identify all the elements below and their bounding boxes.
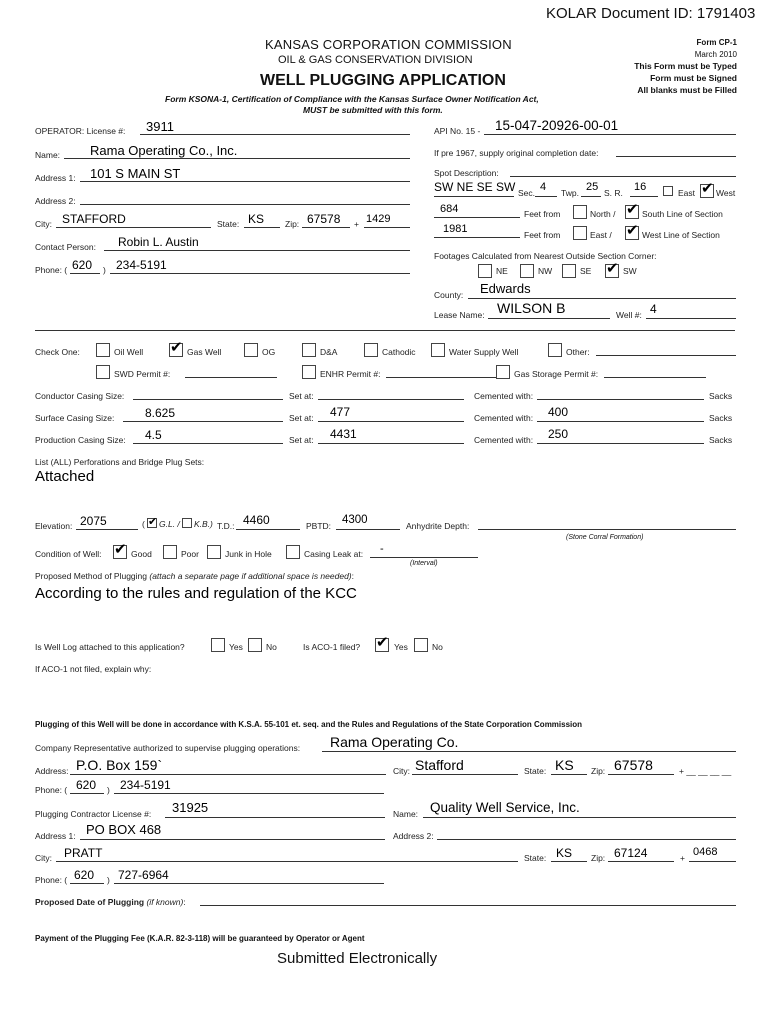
contractor-address1-value[interactable]: PO BOX 468 — [86, 822, 162, 837]
condition-label: Condition of Well: — [35, 549, 102, 559]
swd-checkbox[interactable] — [96, 365, 110, 379]
gas-well-label: Gas Well — [187, 347, 222, 357]
rep-city-label: City: — [393, 766, 410, 776]
conductor-casing-label: Conductor Casing Size: — [35, 391, 125, 401]
api-value[interactable]: 15-047-20926-00-01 — [495, 118, 619, 133]
operator-state-value[interactable]: KS — [248, 212, 265, 226]
perforations-value[interactable]: Attached — [35, 468, 95, 485]
contractor-name-value[interactable]: Quality Well Service, Inc. — [430, 800, 580, 815]
plugging-method-label — [35, 571, 354, 581]
contractor-phone-value[interactable]: 727-6964 — [118, 868, 169, 882]
contractor-zip-value[interactable]: 67124 — [614, 846, 648, 860]
surface-casing-value[interactable]: 8.625 — [145, 406, 176, 420]
commission-name: KANSAS CORPORATION COMMISSION — [265, 37, 512, 52]
proposed-date-note: (if known) — [146, 897, 184, 907]
form-note-filled: All blanks must be Filled — [637, 85, 737, 95]
document-id: KOLAR Document ID: 1791403 — [546, 5, 756, 22]
api-label: API No. 15 - — [434, 126, 481, 136]
well-log-no-label: No — [266, 642, 277, 652]
production-sacks-label: Sacks — [709, 435, 733, 445]
south-label: South Line of Section — [642, 209, 723, 219]
surface-cemented-label: Cemented with: — [474, 413, 534, 423]
conductor-sacks-label: Sacks — [709, 391, 733, 401]
contact-person-label: Contact Person: — [35, 242, 96, 252]
water-supply-label: Water Supply Well — [449, 347, 519, 357]
interval-note: (Interval) — [410, 560, 438, 567]
well-log-yes-checkbox[interactable] — [211, 638, 225, 652]
twp-label: Twp. — [561, 188, 579, 198]
surface-casing-label: Surface Casing Size: — [35, 413, 115, 423]
gas-storage-label: Gas Storage Permit #: — [514, 369, 599, 379]
range-value[interactable]: 16 — [634, 181, 647, 193]
contractor-state-value[interactable]: KS — [556, 846, 573, 860]
corner-ne-label: NE — [496, 266, 508, 276]
operator-phone-value[interactable]: 234-5191 — [116, 258, 167, 272]
footage-ew-value[interactable]: 1981 — [443, 223, 468, 235]
rep-city-value[interactable]: Stafford — [415, 757, 464, 773]
spot-description-value[interactable]: SW NE SE SW — [434, 180, 516, 194]
corner-se-label: SE — [580, 266, 592, 276]
aco1-no-checkbox[interactable] — [414, 638, 428, 652]
rep-phone-label: Phone: ( — [35, 785, 68, 795]
rep-phone-area[interactable]: 620 — [76, 778, 97, 792]
da-checkbox[interactable] — [302, 343, 316, 357]
contractor-address2-label: Address 2: — [393, 831, 434, 841]
stone-corral-note: (Stone Corral Formation) — [566, 534, 644, 541]
rep-address-label: Address: — [35, 766, 69, 776]
contractor-zip4-value[interactable]: 0468 — [693, 846, 718, 858]
operator-phone-label: Phone: ( — [35, 265, 68, 275]
kb-checkbox[interactable] — [182, 518, 192, 528]
contractor-license-value[interactable]: 31925 — [172, 800, 209, 815]
plugging-method-label-text: Proposed Method of Plugging — [35, 571, 147, 581]
condition-good-checkbox[interactable]: ✔ — [114, 541, 127, 558]
operator-zip-value[interactable]: 67578 — [307, 212, 341, 226]
surface-set-at-value[interactable]: 477 — [330, 405, 351, 419]
operator-city-label: City: — [35, 219, 52, 229]
operator-zip-sep: + — [354, 219, 359, 229]
contractor-state-label: State: — [524, 853, 547, 863]
oil-well-checkbox[interactable] — [96, 343, 110, 357]
operator-name-label: Name: — [35, 150, 61, 160]
contractor-phone-label: Phone: ( — [35, 875, 68, 885]
sec-label: Sec. — [518, 188, 536, 198]
contractor-address1-label: Address 1: — [35, 831, 76, 841]
operator-address2-label: Address 2: — [35, 196, 76, 206]
og-label: OG — [262, 347, 276, 357]
other-label: Other: — [566, 347, 590, 357]
pre1967-label: If pre 1967, supply original completion date: — [434, 148, 599, 158]
rep-phone-close: ) — [107, 785, 110, 795]
oil-well-label: Oil Well — [114, 347, 144, 357]
twp-value[interactable]: 25 — [586, 181, 599, 193]
form-title: WELL PLUGGING APPLICATION — [260, 72, 506, 89]
surface-cemented-value[interactable]: 400 — [548, 405, 569, 419]
east2-label: East / — [590, 230, 612, 240]
operator-license-label: OPERATOR: License #: — [35, 126, 126, 136]
contact-person-value[interactable]: Robin L. Austin — [118, 235, 199, 249]
form-subtitle-2: MUST be submitted with this form. — [303, 105, 443, 115]
operator-zip-label: Zip: — [285, 219, 300, 229]
plugging-method-value[interactable]: According to the rules and regulation of the KCC — [35, 585, 357, 602]
well-log-yes-label: Yes — [229, 642, 243, 652]
contractor-phone-close: ) — [107, 875, 110, 885]
operator-name-value[interactable]: Rama Operating Co., Inc. — [90, 143, 238, 158]
condition-good-label: Good — [131, 549, 152, 559]
casing-leak-checkbox[interactable] — [286, 545, 300, 559]
corner-nw-checkbox[interactable] — [520, 264, 534, 278]
proposed-date-colon: : — [183, 897, 186, 907]
rep-phone-value[interactable]: 234-5191 — [120, 778, 171, 792]
operator-city-value[interactable]: STAFFORD — [62, 212, 126, 226]
west-checkbox[interactable]: ✔ — [701, 180, 714, 197]
operator-state-label: State: — [217, 219, 240, 229]
form-note-signed: Form must be Signed — [650, 73, 737, 83]
rep-state-label: State: — [524, 766, 547, 776]
rep-zip-label: Zip: — [591, 766, 606, 776]
operator-address1-value[interactable]: 101 S MAIN ST — [90, 166, 181, 181]
operator-phone-area[interactable]: 620 — [72, 258, 93, 272]
footage-ns-value[interactable]: 684 — [440, 203, 459, 215]
aco1-yes-label: Yes — [394, 642, 408, 652]
plugging-method-note: (attach a separate page if additional space is needed) — [149, 571, 352, 581]
east-checkbox[interactable] — [663, 186, 673, 196]
contractor-phone-area[interactable]: 620 — [74, 868, 95, 882]
production-set-at-label: Set at: — [289, 435, 314, 445]
form-date: March 2010 — [694, 50, 737, 59]
contractor-name-label: Name: — [393, 809, 419, 819]
anhydrite-label: Anhydrite Depth: — [406, 521, 470, 531]
production-cemented-value[interactable]: 250 — [548, 427, 569, 441]
elevation-label: Elevation: — [35, 521, 73, 531]
contractor-zip-label: Zip: — [591, 853, 606, 863]
aco1-yes-checkbox[interactable]: ✔ — [376, 634, 389, 651]
td-label: T.D.: — [217, 521, 235, 531]
production-cemented-label: Cemented with: — [474, 435, 534, 445]
swd-label: SWD Permit #: — [114, 369, 171, 379]
plugging-fee-statement: Payment of the Plugging Fee (K.A.R. 82-3-118) will be guaranteed by Operator or Agent — [35, 934, 365, 943]
junk-in-hole-label: Junk in Hole — [225, 549, 272, 559]
rep-zip-value[interactable]: 67578 — [614, 757, 653, 773]
elevation-paren: ( — [142, 519, 145, 529]
proposed-date-label-text: Proposed Date of Plugging — [35, 897, 145, 907]
proposed-date-label — [35, 897, 186, 907]
east-label: East — [678, 188, 696, 198]
og-checkbox[interactable] — [244, 343, 258, 357]
sec-value[interactable]: 4 — [540, 181, 547, 193]
water-supply-checkbox[interactable] — [431, 343, 445, 357]
contractor-city-value[interactable]: PRATT — [64, 846, 103, 860]
conductor-set-at-label: Set at: — [289, 391, 314, 401]
west2-label: West Line of Section — [642, 230, 720, 240]
kb-label: K.B.) — [194, 519, 213, 529]
east2-checkbox[interactable] — [573, 226, 587, 240]
well-log-no-checkbox[interactable] — [248, 638, 262, 652]
corner-se-checkbox[interactable] — [562, 264, 576, 278]
gl-checkbox[interactable]: ✔ — [148, 516, 158, 528]
elevation-value[interactable]: 2075 — [80, 514, 107, 528]
contractor-city-label: City: — [35, 853, 52, 863]
gas-storage-checkbox[interactable] — [496, 365, 510, 379]
west2-checkbox[interactable]: ✔ — [626, 222, 639, 239]
company-rep-value[interactable]: Rama Operating Co. — [330, 734, 459, 750]
corner-sw-label: SW — [623, 266, 637, 276]
corner-sw-checkbox[interactable]: ✔ — [606, 260, 619, 277]
west-label: West — [716, 188, 736, 198]
condition-poor-checkbox[interactable] — [163, 545, 177, 559]
form-number: Form CP-1 — [696, 38, 737, 47]
section-divider-1 — [35, 330, 735, 331]
production-set-at-value[interactable]: 4431 — [330, 427, 357, 441]
contractor-license-label: Plugging Contractor License #: — [35, 809, 152, 819]
junk-in-hole-checkbox[interactable] — [207, 545, 221, 559]
aco1-label: Is ACO-1 filed? — [303, 642, 361, 652]
well-number-value[interactable]: 4 — [650, 302, 657, 316]
rep-zip-plus: + __ __ __ __ — [679, 766, 732, 776]
pbtd-label: PBTD: — [306, 521, 332, 531]
conductor-cemented-label: Cemented with: — [474, 391, 534, 401]
well-log-label: Is Well Log attached to this application? — [35, 642, 185, 652]
check-one-label: Check One: — [35, 347, 80, 357]
casing-leak-label: Casing Leak at: — [304, 549, 364, 559]
corner-ne-checkbox[interactable] — [478, 264, 492, 278]
spot-description-label: Spot Description: — [434, 168, 499, 178]
lease-name-value[interactable]: WILSON B — [497, 300, 566, 316]
plugging-method-colon: : — [351, 571, 354, 581]
company-rep-label: Company Representative authorized to supervise plugging operations: — [35, 743, 301, 753]
enhr-checkbox[interactable] — [302, 365, 316, 379]
contractor-zip-plus: + — [680, 853, 685, 863]
surface-set-at-label: Set at: — [289, 413, 314, 423]
rep-address-value[interactable]: P.O. Box 159` — [76, 757, 163, 773]
gl-label: G.L. / — [159, 519, 180, 529]
well-number-label: Well #: — [616, 310, 642, 320]
operator-license-value[interactable]: 3911 — [146, 119, 174, 134]
casing-leak-value[interactable]: - — [380, 543, 384, 555]
plugging-statement: Plugging of this Well will be done in accordance with K.S.A. 55-101 et. seq. and the Rules and Regulations of the State Corporation Commission — [35, 720, 583, 729]
da-label: D&A — [320, 347, 338, 357]
county-label: County: — [434, 290, 464, 300]
operator-phone-close: ) — [103, 265, 106, 275]
cathodic-checkbox[interactable] — [364, 343, 378, 357]
north-label: North / — [590, 209, 616, 219]
form-subtitle-1: Form KSONA-1, Certification of Compliance with the Kansas Surface Owner Notification Act, — [165, 94, 539, 104]
division-name: OIL & GAS CONSERVATION DIVISION — [278, 54, 473, 66]
lease-name-label: Lease Name: — [434, 310, 485, 320]
north-checkbox[interactable] — [573, 205, 587, 219]
footages-label: Footages Calculated from Nearest Outside Section Corner: — [434, 251, 657, 261]
pbtd-value[interactable]: 4300 — [342, 514, 368, 526]
gas-well-checkbox[interactable]: ✔ — [170, 339, 183, 356]
other-checkbox[interactable] — [548, 343, 562, 357]
aco1-explain-label: If ACO-1 not filed, explain why: — [35, 664, 152, 674]
enhr-label: ENHR Permit #: — [320, 369, 381, 379]
corner-nw-label: NW — [538, 266, 553, 276]
south-checkbox[interactable]: ✔ — [626, 201, 639, 218]
submitted-electronically: Submitted Electronically — [277, 950, 438, 967]
production-casing-value[interactable]: 4.5 — [145, 428, 162, 442]
perforations-label: List (ALL) Perforations and Bridge Plug Sets: — [35, 457, 205, 467]
footage-ew-feet-from: Feet from — [524, 230, 561, 240]
range-label: S. R. — [604, 188, 623, 198]
condition-poor-label: Poor — [181, 549, 199, 559]
rep-state-value[interactable]: KS — [555, 757, 574, 773]
td-value[interactable]: 4460 — [243, 513, 270, 527]
form-note-typed: This Form must be Typed — [634, 61, 737, 71]
operator-zip4-value[interactable]: 1429 — [366, 213, 391, 225]
footage-ns-feet-from: Feet from — [524, 209, 561, 219]
county-value[interactable]: Edwards — [480, 281, 531, 296]
cathodic-label: Cathodic — [382, 347, 416, 357]
aco1-no-label: No — [432, 642, 443, 652]
operator-address1-label: Address 1: — [35, 173, 76, 183]
surface-sacks-label: Sacks — [709, 413, 733, 423]
production-casing-label: Production Casing Size: — [35, 435, 126, 445]
